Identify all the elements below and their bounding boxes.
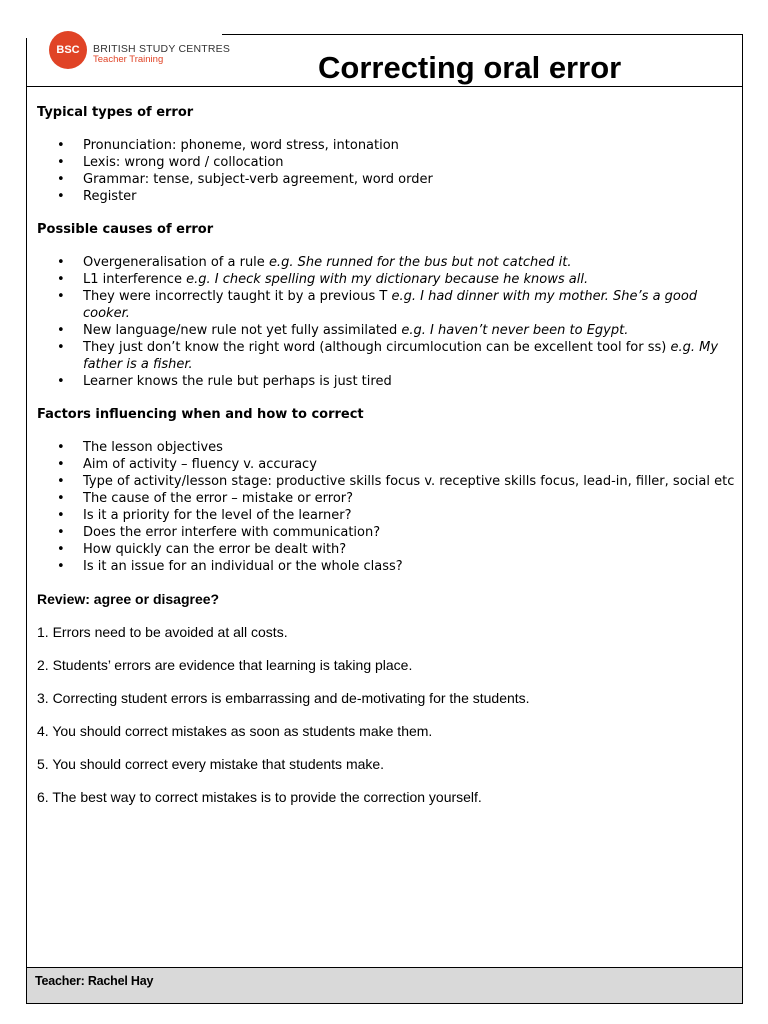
bullet-icon: • [57,542,65,557]
list-item-text: Does the error interfere with communication? [83,525,381,540]
list-item-text: Is it a priority for the level of the learner? [83,508,352,523]
list-item [37,271,737,288]
list-item [37,339,737,373]
list-item-text: The cause of the error – mistake or error? [83,491,354,506]
bullet-icon: • [57,189,65,204]
example-text: e.g. She runned for the bus but not catched it. [268,255,572,270]
list-item-text: Overgeneralisation of a rule [83,255,269,270]
review-statement: 1. Errors need to be avoided at all costs. [37,624,288,640]
list-item [37,473,737,490]
bullet-icon: • [57,508,65,523]
list-item [37,254,737,271]
list-item [37,558,737,575]
bullet-icon: • [57,491,65,506]
bullet-icon: • [57,559,65,574]
bullet-icon: • [57,525,65,540]
list-item [37,524,737,541]
review-statement: 5. You should correct every mistake that students make. [37,756,385,772]
list-item [37,439,737,456]
bullet-icon: • [57,155,65,170]
heading-factors: Factors influencing when and how to correct [37,407,364,422]
list-item-text: New language/new rule not yet fully assimilated [83,323,402,338]
bullet-icon: • [57,289,65,304]
review-statement: 3. Correcting student errors is embarrassing and de-motivating for the students. [37,690,530,706]
review-list [37,624,737,806]
heading-causes: Possible causes of error [37,222,214,237]
bullet-icon: • [57,474,65,489]
list-item [37,373,737,390]
example-text: e.g. I haven’t never been to Egypt. [401,323,629,338]
heading-review: Review: agree or disagree? [37,591,220,607]
list-item [37,541,737,558]
bullet-icon: • [57,457,65,472]
footer-bar [27,967,742,1003]
bullet-icon: • [57,323,65,338]
document-body [37,104,737,822]
bullet-icon: • [57,374,65,389]
list-item-text: Pronunciation: phoneme, word stress, intonation [83,138,399,153]
teacher-name: Teacher: Rachel Hay [35,974,154,988]
list-factors [37,439,737,575]
list-item-text: Type of activity/lesson stage: productive skills focus v. receptive skills focus, lead-in, filler, social etc [83,474,735,489]
bullet-icon: • [57,440,65,455]
list-item-text: Register [83,189,137,204]
list-item [37,188,737,205]
heading-types: Typical types of error [37,105,194,120]
list-causes [37,254,737,390]
bullet-icon: • [57,340,65,355]
document-title: Correcting oral error [318,50,622,85]
review-statement: 2. Students’ errors are evidence that learning is taking place. [37,657,413,673]
bullet-icon: • [57,272,65,287]
bsc-logo-icon: BSC [49,31,87,69]
list-item [37,490,737,507]
list-item-text: Aim of activity – fluency v. accuracy [83,457,317,472]
bsc-logo [49,31,229,75]
logo-subtitle: Teacher Training [93,54,164,65]
bullet-icon: • [57,172,65,187]
list-item-text: The lesson objectives [83,440,223,455]
list-item-text: They were incorrectly taught it by a previous T [83,289,392,304]
list-item [37,137,737,154]
list-item-text: Is it an issue for an individual or the whole class? [83,559,403,574]
list-item-text: They just don’t know the right word (although circumlocution can be excellent tool for ss) [83,340,671,355]
bullet-icon: • [57,255,65,270]
list-item-text: L1 interference [83,272,187,287]
list-item [37,507,737,524]
example-text: e.g. I check spelling with my dictionary because he knows all. [186,272,589,287]
logo-name: BRITISH STUDY CENTRES [93,43,231,55]
list-item-text: Learner knows the rule but perhaps is just tired [83,374,392,389]
list-item [37,171,737,188]
list-item [37,154,737,171]
list-item [37,322,737,339]
list-item [37,288,737,322]
list-item-text: Grammar: tense, subject-verb agreement, word order [83,172,433,187]
review-statement: 6. The best way to correct mistakes is to provide the correction yourself. [37,789,482,805]
list-item-text: How quickly can the error be dealt with? [83,542,347,557]
example-text: e.g. My father is a fisher. [83,340,719,372]
example-text: e.g. I had dinner with my mother. She’s a good cooker. [83,289,698,321]
review-statement: 4. You should correct mistakes as soon as students make them. [37,723,433,739]
list-item [37,456,737,473]
bullet-icon: • [57,138,65,153]
list-types [37,137,737,205]
header-rule [26,86,743,87]
list-item-text: Lexis: wrong word / collocation [83,155,284,170]
